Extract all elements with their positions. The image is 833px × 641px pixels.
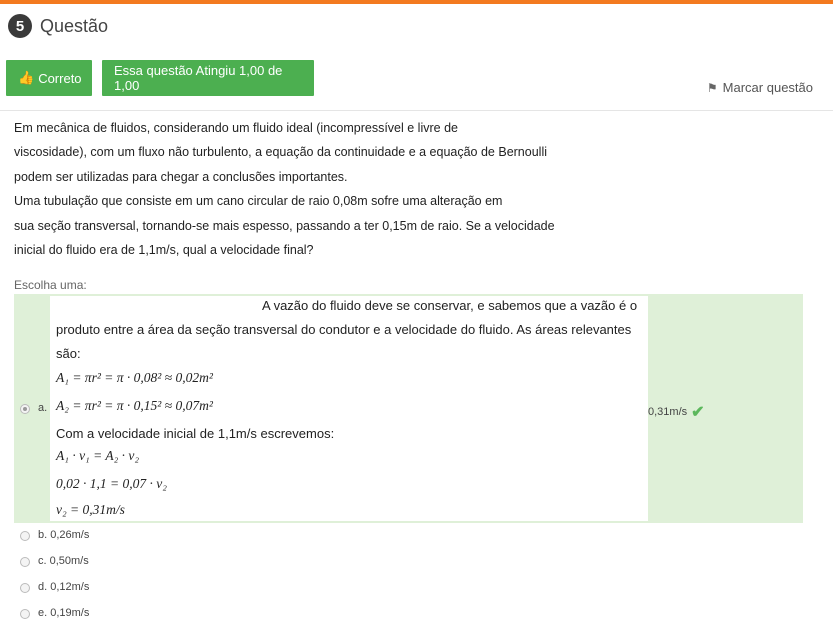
option-c[interactable] — [14, 554, 314, 574]
question-header — [8, 14, 108, 38]
option-b-label: b. 0,26m/s — [38, 529, 90, 541]
equation-continuity: A₁ · v₁ = A₂ · v₂ — [56, 448, 140, 463]
correct-status-badge — [6, 60, 92, 96]
flag-label: Marcar questão — [722, 80, 813, 95]
divider — [0, 110, 833, 111]
option-a-value: 0,31m/s — [648, 406, 688, 418]
question-line: inicial do fluido era de 1,1m/s, qual a velocidade final? — [14, 243, 314, 258]
option-d-label: d. 0,12m/s — [38, 581, 90, 593]
option-e-radio[interactable] — [20, 609, 30, 619]
option-b-radio[interactable] — [20, 531, 30, 541]
question-title: Questão — [40, 15, 109, 36]
explanation-line: produto entre a área da seção transversal do condutor e a velocidade do fluido. As áreas relevantes — [56, 322, 632, 337]
option-d[interactable] — [14, 580, 314, 600]
option-a-radio[interactable] — [20, 404, 30, 414]
question-line: podem ser utilizadas para chegar a conclusões importantes. — [14, 169, 348, 184]
question-line: viscosidade), com um fluxo não turbulento, a equação da continuidade e a equação de Bernoulli — [14, 145, 547, 160]
equation-area-1: A₁ = πr² = π · 0,08² ≈ 0,02m² — [56, 370, 213, 385]
question-text — [14, 116, 574, 262]
thumbs-up-icon: 👍 — [18, 70, 35, 85]
option-c-label: c. 0,50m/s — [38, 555, 89, 567]
explanation-line: são: — [56, 346, 81, 361]
equation-area-2: A₂ = πr² = π · 0,15² ≈ 0,07m² — [56, 398, 213, 413]
option-a[interactable] — [14, 294, 803, 523]
question-number-badge: 5 — [8, 14, 32, 38]
equation-substitution: 0,02 · 1,1 = 0,07 · v₂ — [56, 476, 167, 491]
option-c-radio[interactable] — [20, 557, 30, 567]
explanation-line: Com a velocidade inicial de 1,1m/s escrevemos: — [56, 426, 335, 441]
equation-result: v₂ = 0,31m/s — [56, 502, 125, 517]
flag-question-link[interactable] — [707, 80, 813, 95]
question-line: Em mecânica de fluidos, considerando um fluido ideal (incompressível e livre de — [14, 121, 458, 135]
question-line: sua seção transversal, tornando-se mais espesso, passando a ter 0,15m de raio. Se a velocidade — [14, 218, 555, 233]
option-e[interactable] — [14, 606, 314, 626]
option-a-explanation — [50, 296, 648, 521]
option-a-letter: a. — [38, 402, 48, 414]
option-e-label: e. 0,19m/s — [38, 607, 90, 619]
question-line: Uma tubulação que consiste em um cano circular de raio 0,08m sofre uma alteração em — [14, 194, 503, 209]
correct-label: Correto — [38, 70, 82, 86]
choose-one-prompt: Escolha uma: — [14, 278, 87, 292]
checkmark-icon: ✔ — [691, 404, 705, 421]
top-accent-bar — [0, 0, 833, 4]
explanation-line: A vazão do fluido deve se conservar, e sabemos que a vazão é o — [262, 298, 638, 313]
score-badge: Essa questão Atingiu 1,00 de 1,00 — [102, 60, 314, 96]
option-d-radio[interactable] — [20, 583, 30, 593]
option-a-answer — [648, 402, 705, 422]
flag-icon: ⚑ — [706, 80, 718, 95]
option-b[interactable] — [14, 528, 314, 548]
